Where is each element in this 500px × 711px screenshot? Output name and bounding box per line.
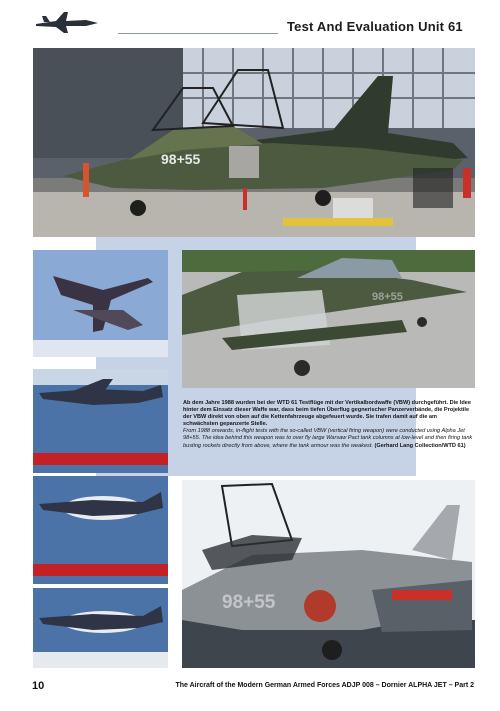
header-rule bbox=[118, 33, 278, 34]
cockpit-photo bbox=[182, 480, 475, 668]
flight-photo-4 bbox=[33, 588, 168, 668]
header-logo bbox=[34, 6, 100, 34]
flight-photo-2 bbox=[33, 369, 168, 473]
flight-photo-3 bbox=[33, 476, 168, 584]
jet-silhouette-icon bbox=[34, 6, 100, 34]
page-title: Test And Evaluation Unit 61 bbox=[287, 19, 463, 34]
cockpit-serial: 98+55 bbox=[222, 592, 276, 613]
page-number: 10 bbox=[32, 680, 45, 692]
caption-german: Ab dem Jahre 1988 wurden bei der WTD 61 Testflüge mit der Vertikalbordwaffe (VBW) durchgeführt. Die Idee hinter dem Einsatz dieser Waffe war, dass beim tiefen Überflug gegnerischer Panzerverbände, die Projektile der VBW direkt von oben auf die Kettenfahrzeuge abgefeuert wurde. Sie trafen damit auf die am schwächsten gepanzerte Stelle. bbox=[183, 400, 472, 428]
caption-english: From 1988 onwards, in-flight tests with the so-called VBW (vertical firing weapon) were conducted using Alpha Jet 98+55. The idea behind this weapon was to over fly large Warsaw Pact tank columns at low-level and then firing tank busting rockets directly from above, where the tank armour was the weakest. bbox=[183, 428, 473, 449]
runway-photo bbox=[182, 250, 475, 388]
photo-caption bbox=[183, 400, 473, 482]
flight-photo-1 bbox=[33, 250, 168, 357]
hangar-photo bbox=[33, 48, 475, 237]
footer-series-title: The Aircraft of the Modern German Armed Forces ADJP 008 – Dornier ALPHA JET – Part 2 bbox=[175, 682, 474, 689]
caption-credit: (Gerhard Lang Collection/WTD 61) bbox=[374, 442, 466, 449]
runway-serial: 98+55 bbox=[372, 291, 403, 303]
hangar-serial: 98+55 bbox=[161, 151, 201, 167]
